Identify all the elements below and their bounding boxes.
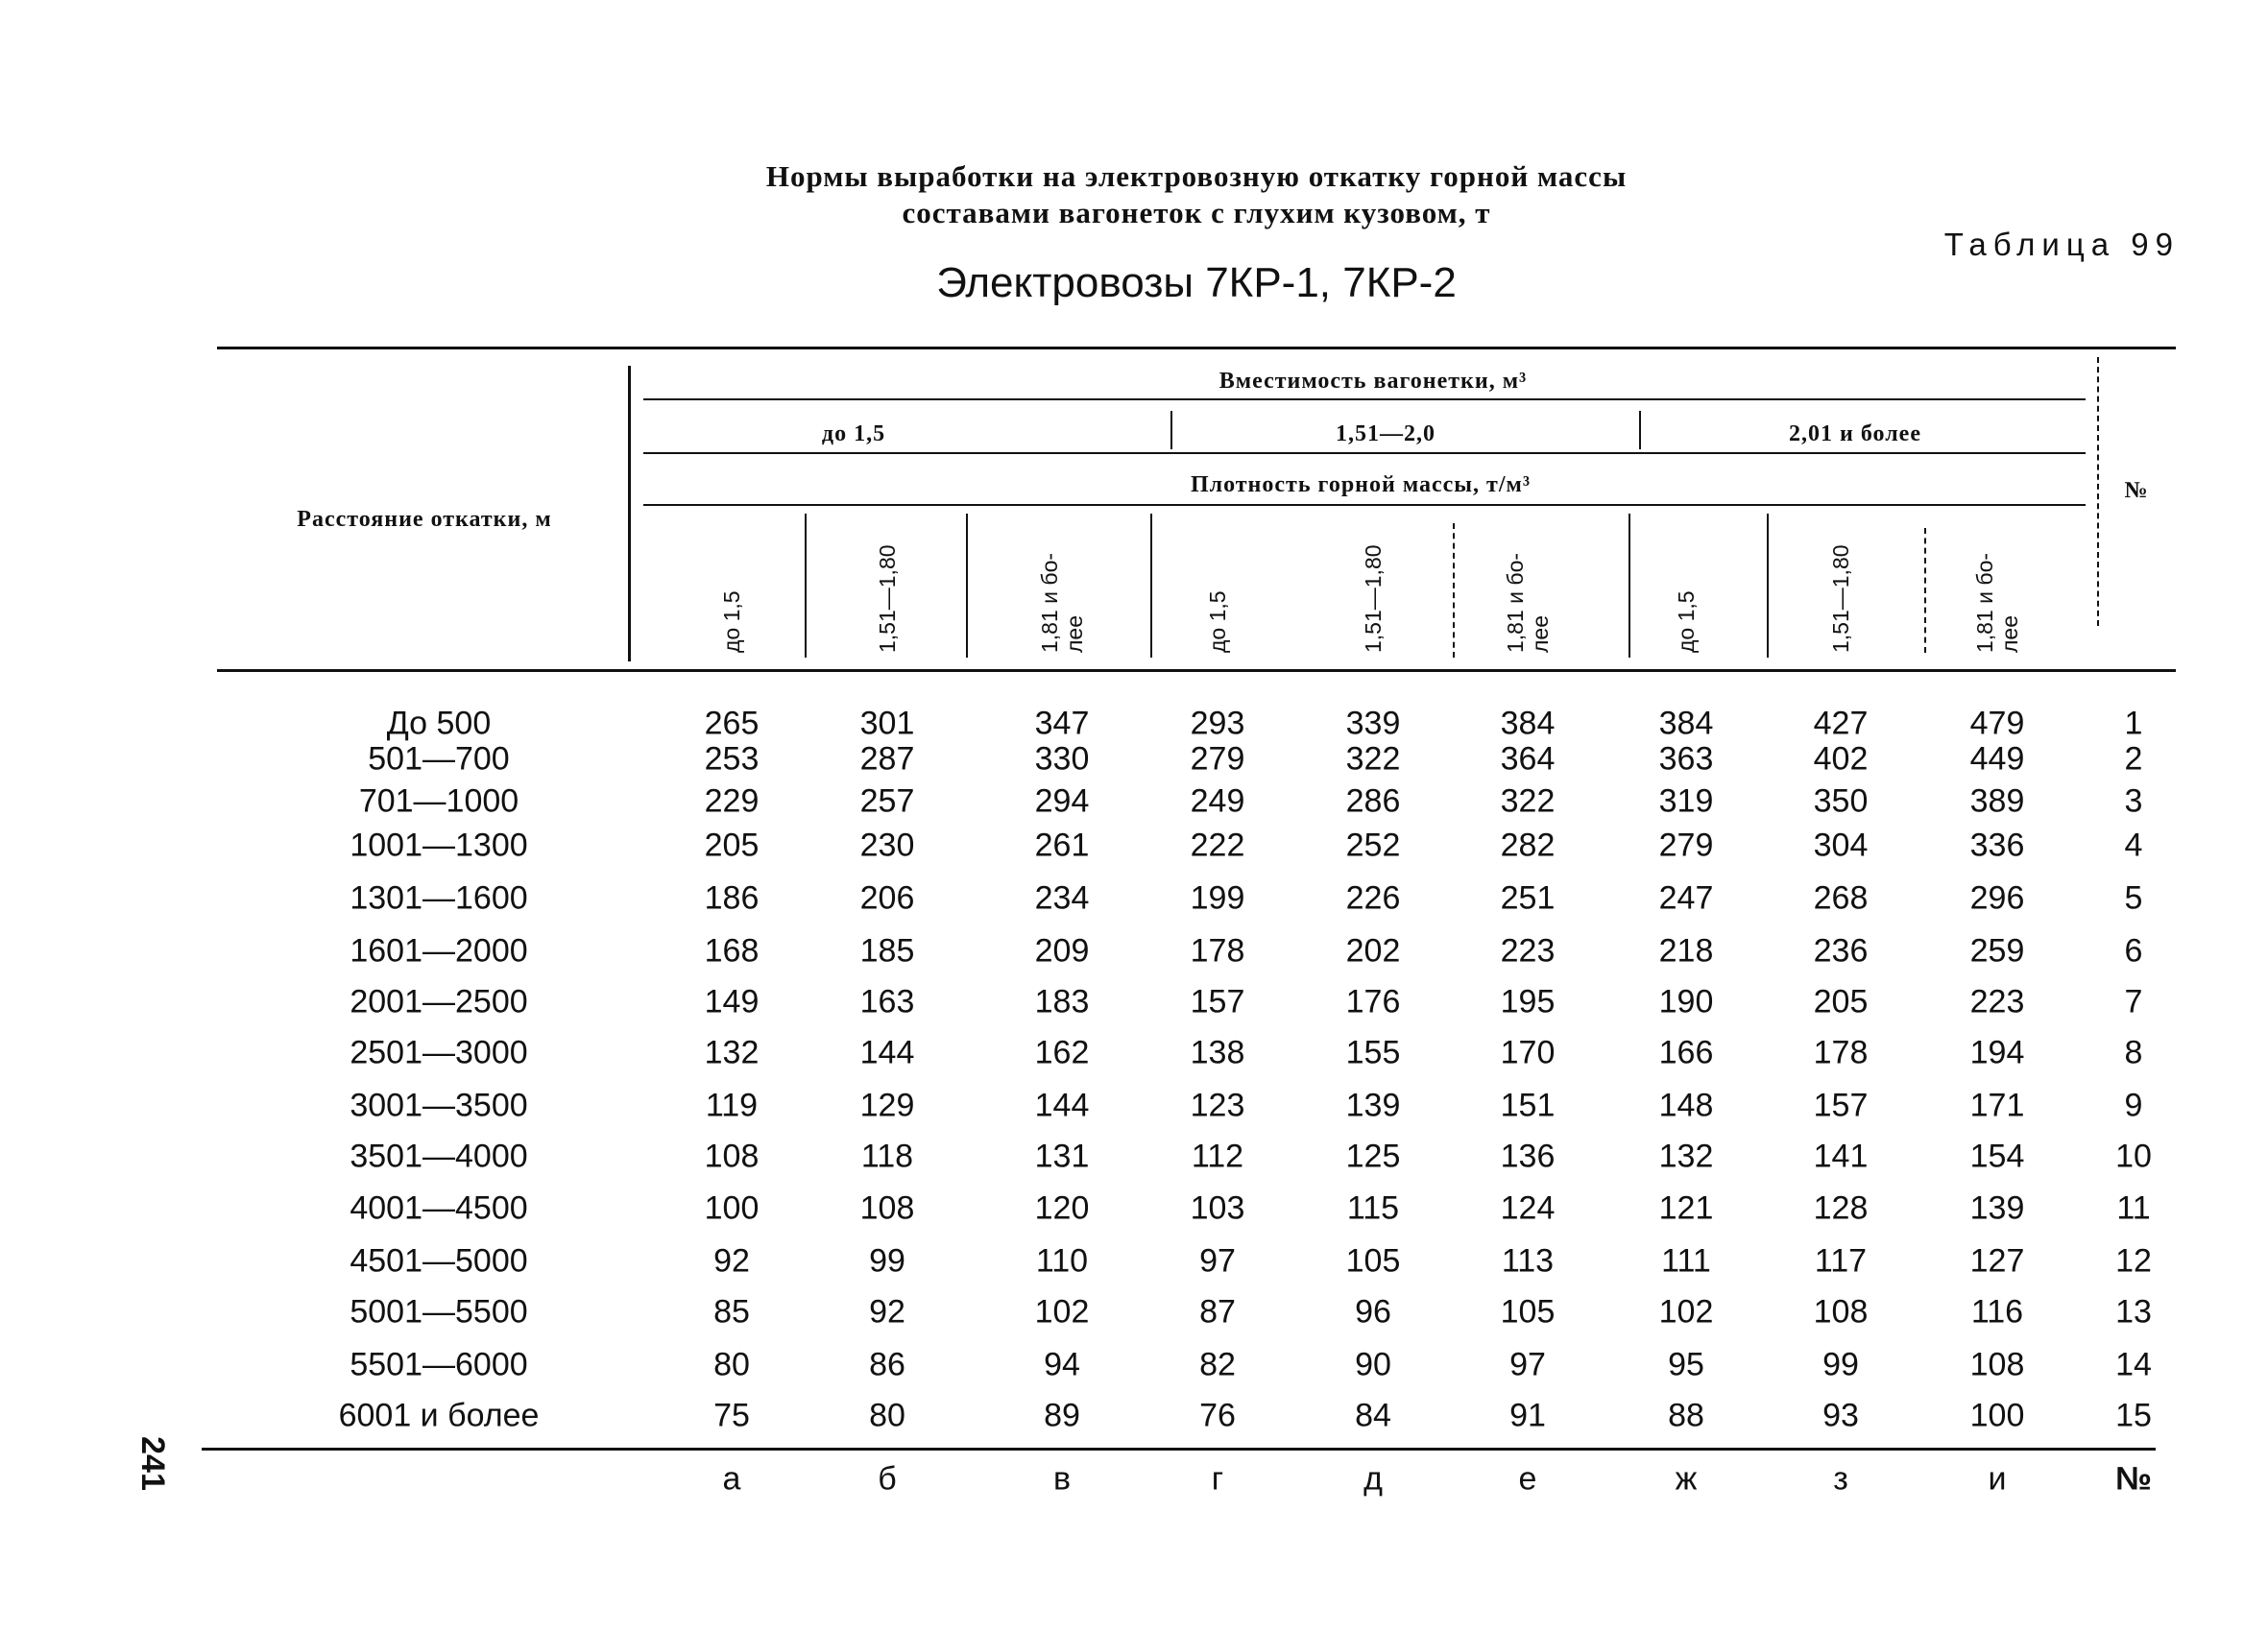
table-cell: 112 (1191, 1138, 1244, 1175)
table-cell: 363 (1658, 740, 1714, 778)
table-cell: 92 (869, 1293, 905, 1331)
table-cell: 121 (1658, 1189, 1714, 1227)
table-cell: 108 (859, 1189, 915, 1227)
row-number: 4 (2124, 827, 2143, 864)
row-number: 8 (2124, 1034, 2143, 1071)
table-cell: 253 (704, 740, 760, 778)
row-number: 10 (2115, 1138, 2152, 1175)
row-label: 5501—6000 (350, 1346, 528, 1383)
table-cell: 218 (1658, 932, 1714, 970)
table-cell: 294 (1034, 782, 1090, 820)
table-cell: 209 (1034, 932, 1090, 970)
page-number: 241 (133, 1436, 171, 1491)
column-letter: д (1363, 1460, 1383, 1498)
table-cell: 389 (1969, 782, 2025, 820)
table-cell: 76 (1199, 1397, 1236, 1434)
table-cell: 194 (1969, 1034, 2025, 1071)
table-cell: 89 (1044, 1397, 1080, 1434)
table-cell: 92 (713, 1242, 750, 1280)
table-cell: 120 (1034, 1189, 1090, 1227)
table-cell: 155 (1345, 1034, 1401, 1071)
col-divider (1629, 514, 1630, 658)
table-cell: 144 (859, 1034, 915, 1071)
column-letter: з (1833, 1460, 1848, 1498)
density-col-header: 1,81 и бо- лее (1503, 552, 1553, 653)
table-cell: 268 (1813, 879, 1869, 917)
row-header: Расстояние откатки, м (297, 507, 552, 532)
row-number: 3 (2124, 782, 2143, 820)
table-cell: 119 (705, 1087, 759, 1124)
table-cell: 118 (860, 1138, 914, 1175)
bottom-rule (202, 1448, 2156, 1451)
table-cell: 80 (869, 1397, 905, 1434)
table-cell: 293 (1190, 705, 1245, 742)
row-label: 3001—3500 (350, 1087, 528, 1124)
row-label: До 500 (386, 705, 492, 742)
table-cell: 90 (1355, 1346, 1391, 1383)
table-cell: 163 (859, 983, 915, 1020)
table-cell: 247 (1658, 879, 1714, 917)
density-col-header: 1,51—1,80 (1828, 544, 1853, 653)
table-cell: 319 (1658, 782, 1714, 820)
row-label: 6001 и более (338, 1397, 540, 1434)
table-cell: 157 (1190, 983, 1245, 1020)
table-cell: 168 (704, 932, 760, 970)
table-cell: 125 (1345, 1138, 1401, 1175)
table-cell: 110 (1035, 1242, 1089, 1280)
row-number: 9 (2124, 1087, 2143, 1124)
table-cell: 116 (1970, 1293, 2024, 1331)
density-header: Плотность горной массы, т/м³ (1190, 472, 1532, 497)
table-cell: 139 (1345, 1087, 1401, 1124)
table-cell: 178 (1813, 1034, 1869, 1071)
table-cell: 141 (1813, 1138, 1869, 1175)
table-cell: 75 (713, 1397, 750, 1434)
table-cell: 94 (1044, 1346, 1080, 1383)
table-cell: 117 (1814, 1242, 1868, 1280)
table-cell: 97 (1509, 1346, 1546, 1383)
table-cell: 347 (1034, 705, 1090, 742)
table-cell: 234 (1034, 879, 1090, 917)
table-cell: 322 (1500, 782, 1556, 820)
row-number: 11 (2116, 1189, 2151, 1227)
table-cell: 249 (1190, 782, 1245, 820)
table-cell: 149 (704, 983, 760, 1020)
table-cell: 93 (1822, 1397, 1859, 1434)
row-label: 4001—4500 (350, 1189, 528, 1227)
table-cell: 287 (859, 740, 915, 778)
table-cell: 148 (1658, 1087, 1714, 1124)
column-letter: и (1988, 1460, 2007, 1498)
row-label: 1601—2000 (350, 932, 528, 970)
row-label: 3501—4000 (350, 1138, 528, 1175)
table-cell: 88 (1668, 1397, 1704, 1434)
table-cell: 113 (1501, 1242, 1555, 1280)
table-cell: 230 (859, 827, 915, 864)
table-cell: 427 (1813, 705, 1869, 742)
table-cell: 108 (1813, 1293, 1869, 1331)
col-divider (966, 514, 968, 658)
table-cell: 330 (1034, 740, 1090, 778)
row-number: 5 (2124, 879, 2143, 917)
table-cell: 226 (1345, 879, 1401, 917)
table-cell: 166 (1658, 1034, 1714, 1071)
table-cell: 202 (1345, 932, 1401, 970)
table-cell: 236 (1813, 932, 1869, 970)
table-cell: 129 (859, 1087, 915, 1124)
table-cell: 127 (1969, 1242, 2025, 1280)
row-number: 13 (2115, 1293, 2152, 1331)
footer-num: № (2115, 1460, 2152, 1498)
table-cell: 206 (859, 879, 915, 917)
table-cell: 364 (1500, 740, 1556, 778)
table-cell: 100 (704, 1189, 760, 1227)
table-cell: 96 (1355, 1293, 1391, 1331)
subtitle: Электровозы 7КР-1, 7КР-2 (936, 259, 1457, 306)
table-cell: 100 (1969, 1397, 2025, 1434)
table-cell: 282 (1500, 827, 1556, 864)
density-col-header: до 1,5 (719, 590, 744, 653)
table-cell: 350 (1813, 782, 1869, 820)
density-col-header: 1,51—1,80 (875, 544, 900, 653)
row-number: 2 (2124, 740, 2143, 778)
table-cell: 124 (1500, 1189, 1556, 1227)
table-cell: 84 (1355, 1397, 1391, 1434)
row-number: 12 (2115, 1242, 2152, 1280)
row-label: 501—700 (368, 740, 510, 778)
table-cell: 178 (1190, 932, 1245, 970)
table-cell: 128 (1813, 1189, 1869, 1227)
table-cell: 138 (1190, 1034, 1245, 1071)
table-cell: 384 (1500, 705, 1556, 742)
table-cell: 251 (1500, 879, 1556, 917)
table-cell: 252 (1345, 827, 1401, 864)
table-cell: 108 (704, 1138, 760, 1175)
table-cell: 97 (1199, 1242, 1236, 1280)
table-cell: 154 (1969, 1138, 2025, 1175)
table-cell: 223 (1969, 983, 2025, 1020)
table-cell: 144 (1034, 1087, 1090, 1124)
table-cell: 171 (1969, 1087, 2025, 1124)
row-label: 701—1000 (358, 782, 519, 820)
table-cell: 99 (1822, 1346, 1859, 1383)
table-cell: 339 (1345, 705, 1401, 742)
table-cell: 85 (713, 1293, 750, 1331)
table-cell: 259 (1969, 932, 2025, 970)
column-letter: е (1518, 1460, 1537, 1498)
table-cell: 86 (869, 1346, 905, 1383)
table-cell: 222 (1190, 827, 1245, 864)
row-label: 1001—1300 (350, 827, 528, 864)
table-cell: 91 (1509, 1397, 1546, 1434)
row-number: 6 (2124, 932, 2143, 970)
table-cell: 265 (704, 705, 760, 742)
table-cell: 111 (1661, 1242, 1711, 1280)
row-number: 1 (2124, 705, 2143, 742)
column-letter: ж (1675, 1460, 1698, 1498)
col-divider (1453, 523, 1455, 658)
table-cell: 402 (1813, 740, 1869, 778)
table-cell: 95 (1668, 1346, 1704, 1383)
table-cell: 479 (1969, 705, 2025, 742)
table-cell: 205 (704, 827, 760, 864)
table-cell: 108 (1969, 1346, 2025, 1383)
table-cell: 190 (1658, 983, 1714, 1020)
table-cell: 257 (859, 782, 915, 820)
table-cell: 136 (1500, 1138, 1556, 1175)
row-number: 7 (2124, 983, 2143, 1020)
density-col-header: 1,81 и бо- лее (1037, 552, 1087, 653)
table-cell: 139 (1969, 1189, 2025, 1227)
title-line-1: Нормы выработки на электровозную откатку горной массы (765, 159, 1628, 193)
table-cell: 131 (1034, 1138, 1090, 1175)
column-letter: в (1052, 1460, 1072, 1498)
group-divider (1170, 411, 1172, 449)
capacity-group: 2,01 и более (1789, 421, 1921, 446)
capacity-group: до 1,5 (821, 421, 886, 446)
row-label: 5001—5500 (350, 1293, 528, 1331)
table-cell: 132 (1658, 1138, 1714, 1175)
row-label: 4501—5000 (350, 1242, 528, 1280)
row-label: 2501—3000 (350, 1034, 528, 1071)
table-cell: 199 (1190, 879, 1245, 917)
table-cell: 170 (1500, 1034, 1556, 1071)
column-letter: г (1211, 1460, 1224, 1498)
table-cell: 102 (1034, 1293, 1090, 1331)
table-cell: 105 (1500, 1293, 1556, 1331)
col-divider (1150, 514, 1152, 658)
density-col-header: до 1,5 (1205, 590, 1230, 653)
num-header: № (2124, 478, 2149, 503)
row-label: 2001—2500 (350, 983, 528, 1020)
table-cell: 195 (1500, 983, 1556, 1020)
table-cell: 151 (1500, 1087, 1556, 1124)
table-cell: 87 (1199, 1293, 1236, 1331)
table-cell: 296 (1969, 879, 2025, 917)
row-number: 14 (2115, 1346, 2152, 1383)
density-col-header: до 1,5 (1674, 590, 1699, 653)
num-divider (2097, 357, 2099, 626)
table-cell: 162 (1034, 1034, 1090, 1071)
table-cell: 304 (1813, 827, 1869, 864)
table-cell: 80 (713, 1346, 750, 1383)
table-cell: 157 (1813, 1087, 1869, 1124)
column-letter: а (722, 1460, 741, 1498)
row-number: 15 (2115, 1397, 2152, 1434)
table-cell: 205 (1813, 983, 1869, 1020)
table-cell: 105 (1345, 1242, 1401, 1280)
table-cell: 229 (704, 782, 760, 820)
group-rule (643, 452, 2086, 454)
capacity-rule (643, 398, 2086, 400)
density-rule (643, 504, 2086, 506)
table-cell: 322 (1345, 740, 1401, 778)
table-cell: 186 (704, 879, 760, 917)
table-number: Таблица 99 (1943, 227, 2180, 262)
table-cell: 176 (1345, 983, 1401, 1020)
table-cell: 223 (1500, 932, 1556, 970)
col-divider (805, 514, 807, 658)
table-cell: 103 (1190, 1189, 1245, 1227)
top-rule (217, 347, 2176, 349)
col-divider (1767, 514, 1769, 658)
row-label: 1301—1600 (350, 879, 528, 917)
table-cell: 449 (1969, 740, 2025, 778)
density-col-header: 1,81 и бо- лее (1972, 552, 2022, 653)
table-cell: 261 (1034, 827, 1090, 864)
table-cell: 384 (1658, 705, 1714, 742)
header-bottom-rule (217, 669, 2176, 672)
capacity-header: Вместимость вагонетки, м³ (1218, 369, 1528, 394)
density-col-header: 1,51—1,80 (1361, 544, 1386, 653)
table-cell: 123 (1190, 1087, 1245, 1124)
table-cell: 279 (1190, 740, 1245, 778)
table-cell: 336 (1969, 827, 2025, 864)
table-cell: 132 (704, 1034, 760, 1071)
table-cell: 183 (1034, 983, 1090, 1020)
header-divider (628, 366, 631, 661)
col-divider (1924, 528, 1926, 653)
table-cell: 301 (859, 705, 915, 742)
table-cell: 185 (859, 932, 915, 970)
table-cell: 82 (1199, 1346, 1236, 1383)
capacity-group: 1,51—2,0 (1336, 421, 1436, 446)
table-cell: 115 (1346, 1189, 1400, 1227)
group-divider (1639, 411, 1641, 449)
table-cell: 102 (1658, 1293, 1714, 1331)
title-line-2: составами вагонеток с глухим кузовом, т (902, 196, 1491, 229)
table-cell: 279 (1658, 827, 1714, 864)
table-cell: 286 (1345, 782, 1401, 820)
table-cell: 99 (869, 1242, 905, 1280)
column-letter: б (878, 1460, 897, 1498)
